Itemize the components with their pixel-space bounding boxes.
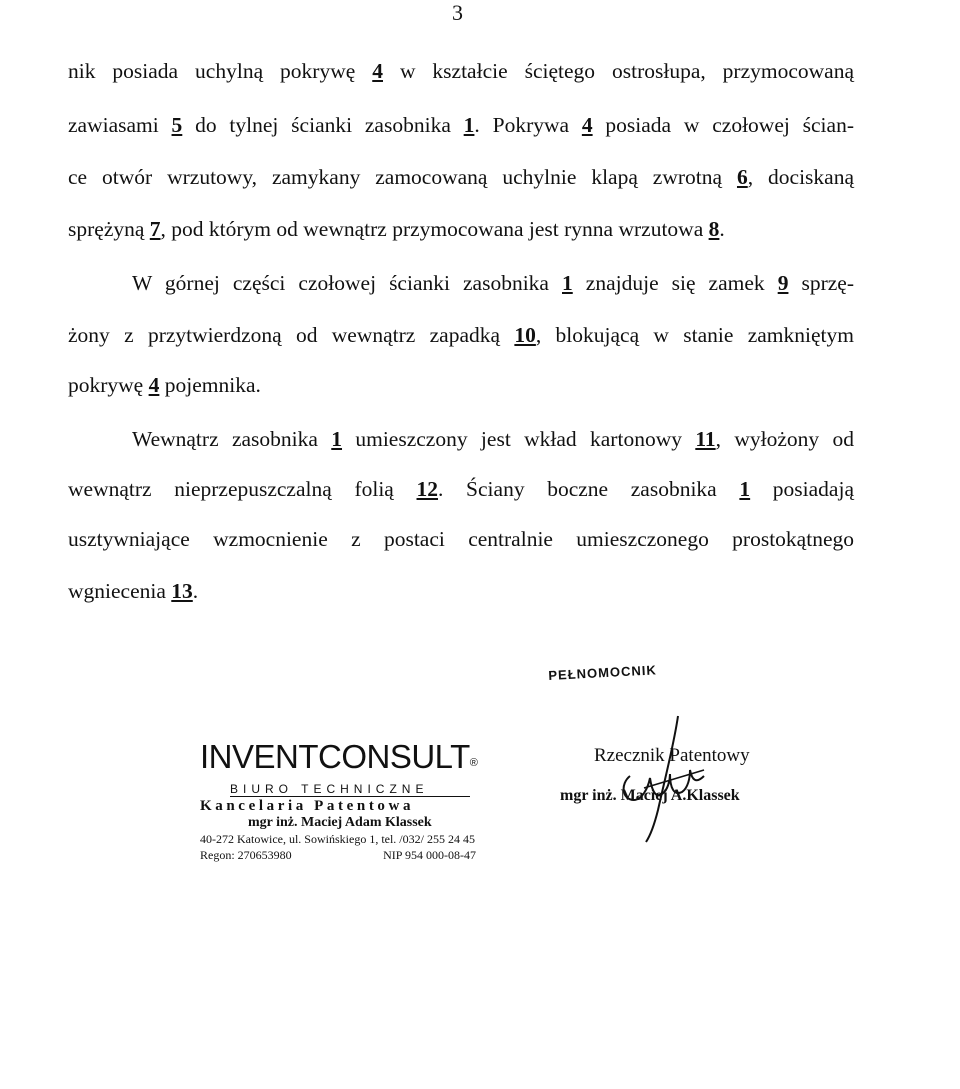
text-run: , wyłożony od	[715, 427, 854, 451]
text-run: .	[719, 217, 725, 241]
text-run: umieszczony jest wkład kartonowy	[342, 427, 696, 451]
paragraph-2-line-1	[132, 270, 854, 296]
text-run: pojemnika.	[159, 373, 261, 397]
reference-numeral: 13	[171, 579, 193, 603]
paragraph-1-line-4	[68, 216, 854, 242]
reference-numeral: 4	[148, 373, 160, 397]
stamp-kancelaria-line: Kancelaria Patentowa	[200, 798, 415, 814]
paragraph-3-line-3	[68, 526, 854, 552]
stamp-nip: NIP 954 000-08-47	[383, 848, 476, 862]
text-run: Wewnątrz zasobnika	[132, 427, 332, 451]
paragraph-1-line-3	[68, 164, 854, 190]
reference-numeral: 1	[463, 113, 475, 137]
reference-numeral: 6	[736, 165, 748, 189]
text-run: posiadają	[750, 477, 854, 501]
reference-numeral: 1	[331, 427, 343, 451]
paragraph-1-line-2	[68, 112, 854, 138]
text-run: nik posiada uchylną pokrywę	[68, 59, 373, 83]
paragraph-3-line-2	[68, 476, 854, 502]
signature-stamp	[560, 744, 790, 806]
stamp-registry-line	[200, 847, 476, 863]
signature-stamp-name: mgr inż. Maciej A.Klassek	[560, 787, 740, 804]
page-number: 3	[452, 0, 463, 25]
signature-stamp-title: Rzecznik Patentowy	[594, 745, 750, 766]
reference-numeral: 10	[514, 323, 536, 347]
handwritten-signature	[600, 714, 730, 844]
text-run: W górnej części czołowej ścianki zasobnika	[132, 271, 562, 295]
reference-numeral: 5	[171, 113, 183, 137]
reference-numeral: 7	[149, 217, 161, 241]
reference-numeral: 4	[581, 113, 593, 137]
stamp-regon: Regon: 270653980	[200, 848, 292, 862]
attorney-heading: PEŁNOMOCNIK	[548, 662, 658, 683]
text-run: .	[192, 579, 199, 603]
text-run: posiada w czołowej ścian-	[592, 113, 854, 137]
stamp-biuro-line: BIURO TECHNICZNE	[230, 782, 470, 797]
text-run: . Pokrywa	[474, 113, 582, 137]
reference-numeral: 1	[562, 271, 573, 295]
company-stamp	[200, 738, 490, 863]
registered-mark: ®	[469, 757, 478, 769]
reference-numeral: 1	[739, 477, 751, 501]
text-run: żony z przytwierdzoną od wewnątrz zapadką	[68, 323, 515, 347]
text-run: . Ściany boczne zasobnika	[438, 477, 740, 501]
stamp-name-line: mgr inż. Maciej Adam Klassek	[248, 815, 432, 830]
text-run: , dociskaną	[747, 165, 854, 189]
paragraph-3-line-1	[132, 426, 854, 452]
paragraph-2-line-3	[68, 372, 854, 398]
company-logo	[200, 738, 490, 782]
reference-numeral: 12	[416, 477, 439, 501]
reference-numeral: 9	[777, 271, 789, 295]
text-run: wewnątrz nieprzepuszczalną folią	[68, 477, 417, 501]
paragraph-2-line-2	[68, 322, 854, 348]
text-run: znajduje się zamek	[572, 271, 778, 295]
text-run: ce otwór wrzutowy, zamykany zamocowaną uchylnie klapą zwrotną	[68, 165, 737, 189]
text-run: pokrywę	[68, 373, 149, 397]
reference-numeral: 8	[708, 217, 720, 241]
text-run: , blokującą w stanie zamkniętym	[535, 323, 854, 347]
company-logo-text: INVENTCONSULT	[200, 738, 470, 775]
text-run: wgniecenia	[68, 579, 172, 603]
text-run: usztywniające wzmocnienie z postaci centralnie umieszczonego prostokątnego	[68, 527, 854, 551]
text-run: sprężyną	[68, 217, 150, 241]
text-run: zawiasami	[68, 113, 172, 137]
paragraph-1-line-1	[68, 58, 854, 84]
text-run: do tylnej ścianki zasobnika	[182, 113, 464, 137]
text-run: , pod którym od wewnątrz przymocowana jest rynna wrzutowa	[160, 217, 709, 241]
paragraph-3-line-4	[68, 578, 854, 604]
reference-numeral: 11	[695, 427, 716, 451]
stamp-address-line: 40-272 Katowice, ul. Sowińskiego 1, tel. /032/ 255 24 45	[200, 832, 475, 846]
reference-numeral: 4	[372, 59, 383, 83]
text-run: sprzę-	[788, 271, 854, 295]
text-run: w kształcie ściętego ostrosłupa, przymocowaną	[383, 59, 855, 83]
